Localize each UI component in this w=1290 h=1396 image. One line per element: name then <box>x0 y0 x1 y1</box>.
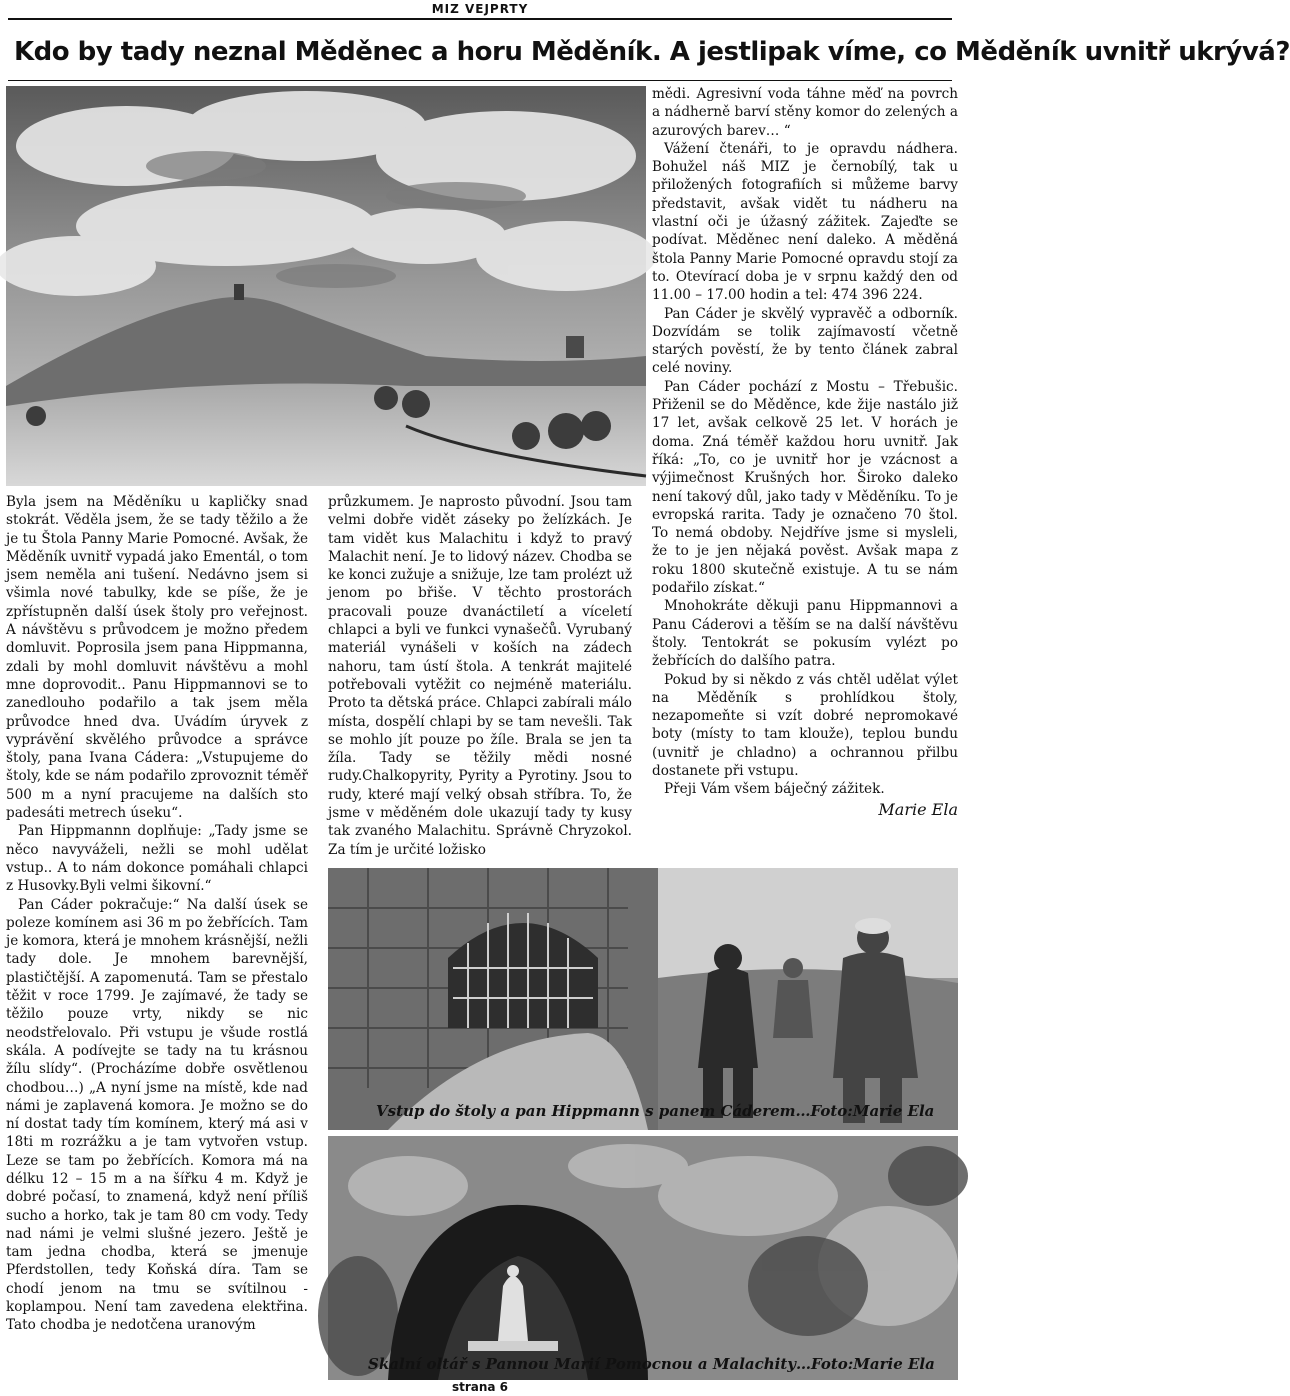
paragraph: Byla jsem na Měděníku u kapličky snad stokrát. Věděla jsem, že se tady těžilo a že je tu Štola Panny Marie Pomocné. Avšak, že Měděník uvnitř vypadá jako Ementál, o tom jsem neměla ani tušení. Nedávno jsem si všimla nové tabulky, kde se píše, že je zpřístupněn další úsek štoly pro veřejnost. A návštěvu s průvodcem je možno předem domluvit. Poprosila jsem pana Hippmanna, zdali by mohl domluvit návštěvu a mohl mne doprovodit.. Panu Hippmannovi se to zanedlouho podařilo a tak jsem měla průvodce hned dva. Uvádím úryvek z vyprávění skvělého průvodce a správce štoly, pana Ivana Cádera: „Vstupujeme do štoly, kde se nám podařilo zprovoznit téměř 500 m a nyní pracujeme na dalších sto padesáti metrech úseku“. <box>6 494 308 822</box>
photo-caption-entrance: Vstup do štoly a pan Hippmann s panem Cáderem…Foto:Marie Ela <box>376 1102 935 1120</box>
article-column-3 <box>652 85 958 819</box>
paragraph: Přeji Vám všem báječný zážitek. <box>664 781 885 798</box>
section-label: MIZ VEJPRTY <box>431 2 529 16</box>
photo-caption-altar: Skalní oltář s Pannou Marií Pomocnou a Malachity…Foto:Marie Ela <box>368 1355 935 1373</box>
cave-altar-photo <box>328 1136 958 1380</box>
page-number: strana 6 <box>451 1380 509 1394</box>
paragraph: Pan Hippmannn doplňuje: „Tady jsme se něco navyváželi, nežli se mohl udělat vstup.. A to nám dokonce pomáhali chlapci z Husovky.Byli velmi šikovní.“ <box>6 823 308 895</box>
paragraph: Vážení čtenáři, to je opravdu nádhera. Bohužel náš MIZ je černobílý, tak u přiložených fotografiích si můžeme barvy představit, avšak vidět tu nádheru na vlastní oči je úžasný zážitek. Zajeďte se podívat. Měděnec není daleko. A měděná štola Panny Marie Pomocné opravdu stojí za to. Otevírací doba je v srpnu každý den od 11.00 – 17.00 hodin a tel: 474 396 224. <box>652 140 958 304</box>
landscape-photo <box>6 86 646 486</box>
author-signature: Marie Ela <box>878 799 958 819</box>
page-title: Kdo by tady neznal Měděnec a horu Měděník. A jestlipak víme, co Měděník uvnitř ukrývá? <box>14 37 1290 67</box>
paragraph: Pan Cáder je skvělý vypravěč a odborník. Dozvídám se tolik zajímavostí včetně starých pověstí, že by tento článek zabral celé noviny. <box>652 305 958 377</box>
paragraph: Pokud by si někdo z vás chtěl udělat výlet na Měděník s prohlídkou štoly, nezapomeňte si vzít dobré nepromokavé boty (místy to tam klouže), teplou bundu (uvnitř je chladno) a ochrannou přilbu dostanete při vstupu. <box>652 671 958 779</box>
paragraph: Pan Cáder pochází z Mostu – Třebušic. Přiženil se do Měděnce, kde žije nastálo již 17 let, avšak celkově 25 let. V horách je doma. Zná téměř každou horu uvnitř. Jak říká: „To, co je uvnitř hor je vzácnost a výjimečnost Krušných hor. Široko daleko není takový důl, jako tady v Měděníku. To je evropská rarita. Tady je označeno 70 štol. To nemá obdoby. Nejdříve jsme si mysleli, že to je jen nějaká pověst. Avšak mapa z roku 1800 skutečně existuje. A tu se nám podařilo získat.“ <box>652 378 958 597</box>
mine-entrance-photo <box>328 868 958 1130</box>
paragraph: Mnohokráte děkuji panu Hippmannovi a Panu Cáderovi a těším se na další návštěvu štoly. Tentokrát se pokusím vylézt po žebřících do dalšího patra. <box>652 598 958 670</box>
title-rule-bottom <box>8 80 952 81</box>
title-rule-top <box>8 18 952 20</box>
paragraph: průzkumem. Je naprosto původní. Jsou tam velmi dobře vidět záseky po želízkách. Je tam vidět kus Malachitu i když to pravý Malachit není. Je to lidový název. Chodba se ke konci zužuje a snižuje, lze tam prolézt už jenom po břiše. V těchto prostorách pracovali pouze dvanáctiletí a víceletí chlapci a byli ve funkci vynašečů. Vyrubaný materiál vynášeli v koších na zádech nahoru, tam ústí štola. A tenkrát majitelé potřebovali vytěžit co nejméně materiálu. Proto ta dětská práce. Chlapci zabírali málo místa, dospělí chlapi by se tam nevešli. Tak se mohlo jít pouze po žíle. Brala se jen ta žíla. Tady se těžily mědi nosné rudy.Chalkopyrity, Pyrity a Pyrotiny. Jsou to rudy, které mají velký obsah stříbra. To, že jsme v měděném dole ukazují tady ty kusy tak zvaného Malachitu. Správně Chryzokol. Za tím je určité ložisko <box>328 494 632 858</box>
article-column-2 <box>328 493 632 859</box>
article-column-1 <box>6 493 308 1335</box>
paragraph: mědi. Agresivní voda táhne měď na povrch a nádherně barví stěny komor do zelených a azurových barev… “ <box>652 86 958 139</box>
paragraph: Pan Cáder pokračuje:“ Na další úsek se poleze komínem asi 36 m po žebřících. Tam je komora, která je mnohem krásnější, nežli tady dole. Je mnohem barevnější, plastičtější. A zapomenutá. Tam se přestalo těžit v roce 1799. Je zajímavé, že tady se těžilo pouze vrty, nikdy se nic neodstřelovalo. Při vstupu je všude rostlá skála. A podívejte se tady na tu krásnou žílu slídy“. (Procházíme dobře osvětlenou chodbou…) „A nyní jsme na místě, kde nad námi je zaplavená komora. Je možno se do ní dostat tady tím komínem, který má asi v 18ti m rozrážku a je tam vytvořen vstup. Leze se tam po žebřících. Komora má na délku 12 – 15 m a na šířku 4 m. Když je dobré počasí, to znamená, když není příliš sucho a horko, tak je tam 80 cm vody. Tedy nad námi je velmi slušné jezero. Ještě je tam jedna chodba, která se jmenuje Pferdstollen, tedy Koňská díra. Tam se chodí jenom na tmu se svítilnou - koplampou. Není tam zavedena elektřina. Tato chodba je nedotčena uranovým <box>6 896 308 1334</box>
